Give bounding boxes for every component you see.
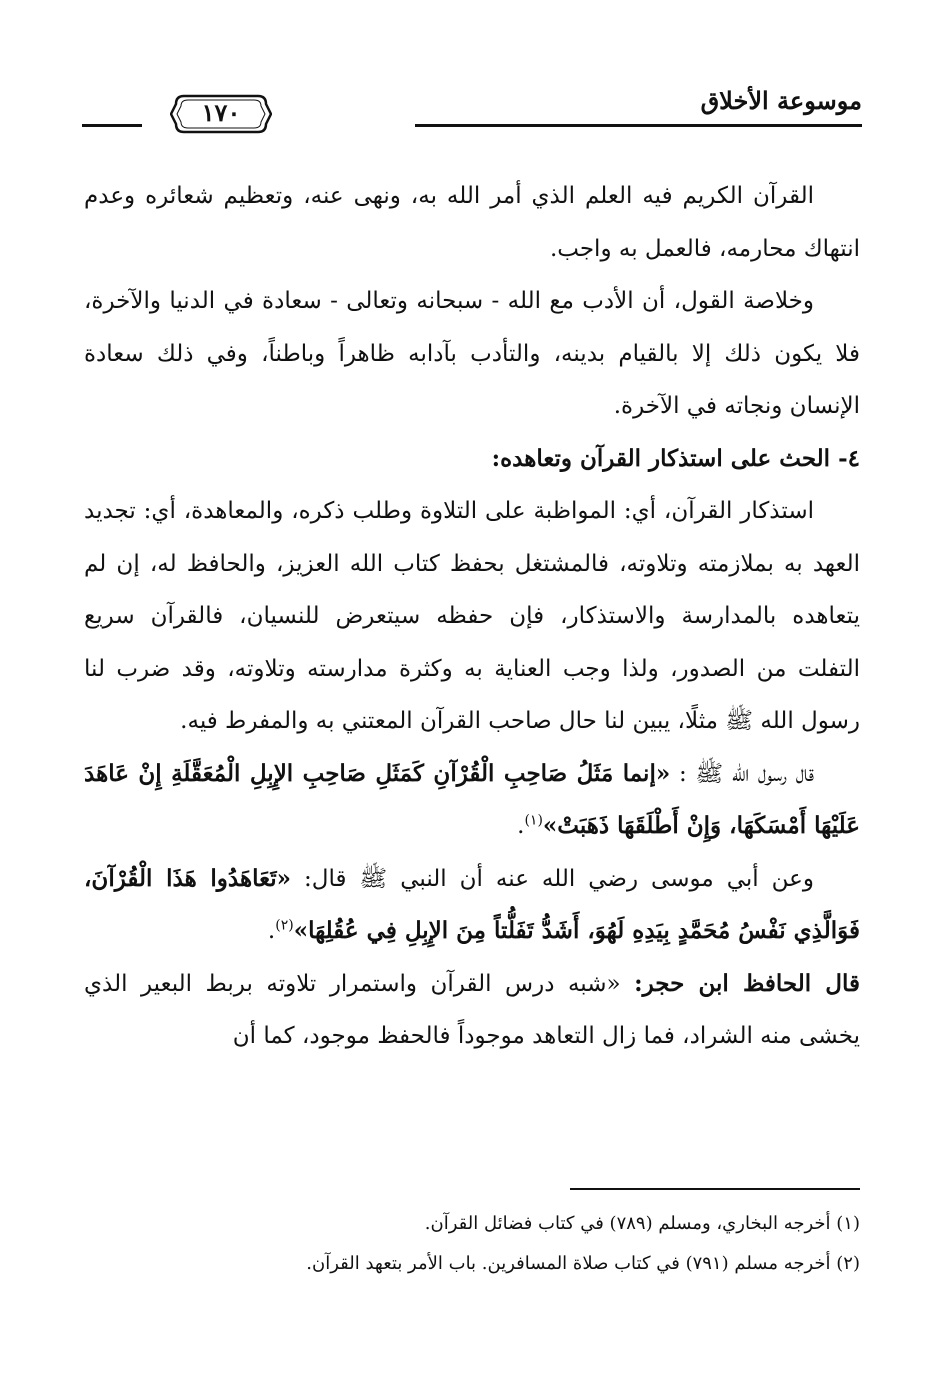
running-header [82, 78, 862, 138]
page-number: ١٧٠ [201, 98, 241, 127]
ibn-hajar-lead: قال الحافظ ابن حجر: [634, 969, 861, 997]
paragraph-1: القرآن الكريم فيه العلم الذي أمر الله به، ونهى عنه، وتعظيم شعائره وعدم انتهاك محارمه، فالعمل به واجب. [84, 183, 860, 262]
footnote-separator [570, 1188, 860, 1190]
paragraph-hadith-1 [84, 748, 860, 853]
hadith-2-intro: وعن أبي موسى رضي الله عنه أن النبي ﷺ قال: [290, 865, 814, 892]
page-number-ornament [170, 92, 272, 136]
footnote-1: (١) أخرجه البخاري، ومسلم (٧٨٩) في كتاب فضائل القرآن. [424, 1213, 860, 1234]
hadith-1-end: . [517, 813, 525, 839]
footnote-2: (٢) أخرجه مسلم (٧٩١) في كتاب صلاة المسافرين. باب الأمر بتعهد القرآن. [306, 1253, 860, 1274]
header-rule-left [82, 124, 142, 127]
paragraph-hadith-2 [84, 853, 860, 958]
page-body [84, 170, 860, 1063]
ibn-hajar-quote: «شبه درس القرآن واستمرار تلاوته بربط البعير الذي يخشى منه الشراد، فما زال التعاهد موجوداً فالحفظ موجود، كما أن [84, 970, 860, 1049]
footnote-ref-2[interactable]: (٢) [275, 917, 294, 934]
paragraph-2: وخلاصة القول، أن الأدب مع الله - سبحانه وتعالى - سعادة في الدنيا والآخرة، فلا يكون ذلك إلا بالقيام بدينه، والتأدب بآدابه ظاهراً وباطناً، وفي ذلك سعادة الإنسان ونجاته في الآخرة. [84, 288, 860, 419]
book-title: موسوعة الأخلاق [700, 86, 862, 115]
paragraph-3: استذكار القرآن، أي: المواظبة على التلاوة وطلب ذكره، والمعاهدة، أي: تجديد العهد به بملازمته وتلاوته، فالمشتغل بحفظ كتاب الله العزيز، والحافظ له، إن لم يتعاهده بالمدارسة والاستذكار، فإن حفظه سيتعرض للنسيان، فالقرآن سريع التفلت من الصدور، ولذا وجب العناية به وكثرة مدارسته وتلاوته، وقد ضرب لنا رسول الله ﷺ مثلًا، يبين لنا حال صاحب القرآن المعتني به والمفرط فيه. [84, 498, 860, 734]
hadith-1-intro: قال رسول الله ﷺ : [670, 760, 815, 787]
section-heading-4: ٤- الحث على استذكار القرآن وتعاهده: [491, 444, 860, 472]
footnotes [84, 1204, 860, 1284]
footnote-ref-1[interactable]: (١) [524, 812, 543, 829]
paragraph-ibn-hajar [84, 958, 860, 1063]
hadith-1-text: «إنما مَثَلُ صَاحِبِ الْقُرْآنِ كَمَثَلِ صَاحِبِ الإِبِلِ الْمُعَقَّلَةِ إِنْ عَاهَدَ عَلَيْهَا أَمْسَكَهَا، وَإِنْ أَطْلَقَهَا ذَهَبَتْ» [84, 759, 860, 839]
header-rule-right [415, 124, 862, 127]
hadith-2-text: «تَعَاهَدُوا هَذَا الْقُرْآنَ، فَوَالَّذِي نَفْسُ مُحَمَّدٍ بِيَدِهِ لَهُوَ، أَشَدُّ تَفَلُّتاً مِنَ الإِبِلِ فِي عُقُلِهَا» [84, 864, 860, 944]
hadith-2-end: . [267, 918, 276, 944]
